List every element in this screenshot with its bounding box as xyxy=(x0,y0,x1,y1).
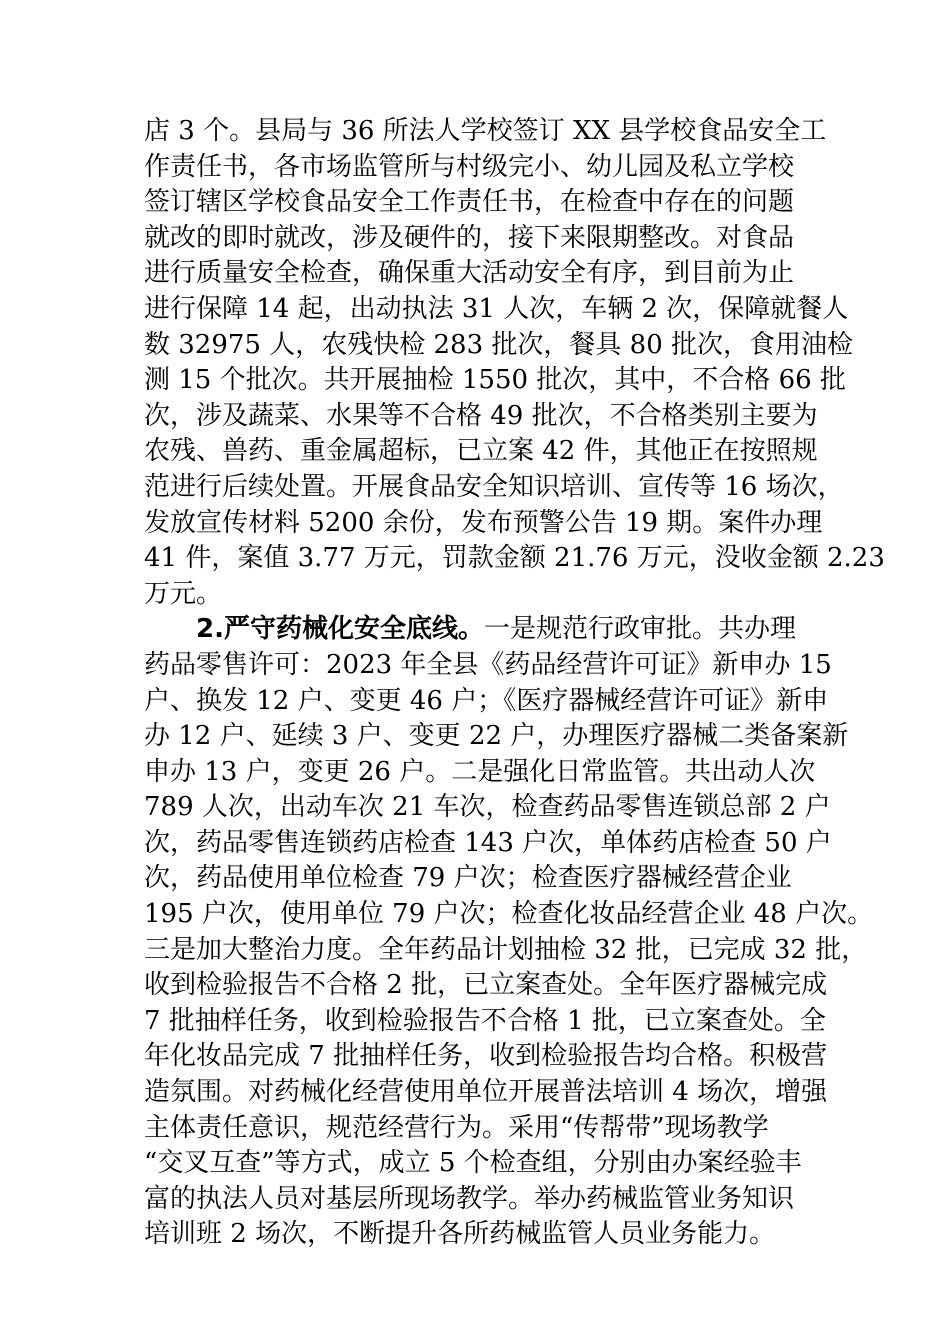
text-line: 主体责任意识，规范经营行为。采用“传帮带”现场教学 xyxy=(144,1112,769,1143)
text-line: 范进行后续处置。开展食品安全知识培训、宣传等 16 场次， xyxy=(144,471,844,502)
section-heading: 2.严守药械化安全底线。 xyxy=(196,614,484,645)
paragraph-first-line xyxy=(144,612,830,648)
text-run: 一是规范行政审批。共办理 xyxy=(483,614,796,645)
text-line: 店 3 个。县局与 36 所法人学校签订 XX 县学校食品安全工 xyxy=(144,116,827,146)
text-line: 户、换发 12 户、变更 46 户；《医疗器械经营许可证》新申 xyxy=(144,685,829,716)
text-line: 次，涉及蔬菜、水果等不合格 49 批次，不合格类别主要为 xyxy=(144,400,818,431)
text-line: 签订辖区学校食品安全工作责任书，在检查中存在的问题 xyxy=(144,187,795,218)
text-line: “交叉互查”等方式，成立 5 个检查组，分别由办案经验丰 xyxy=(144,1148,802,1179)
text-line: 年化妆品完成 7 批抽样任务，收到检验报告均合格。积极营 xyxy=(144,1041,828,1072)
text-line: 富的执法人员对基层所现场教学。举办药械监管业务知识 xyxy=(144,1183,795,1214)
text-line: 进行保障 14 起，出动执法 31 人次，车辆 2 次，保障就餐人 xyxy=(144,293,849,324)
paragraph-food-safety xyxy=(144,114,885,612)
text-line: 申办 13 户，变更 26 户。二是强化日常监管。共出动人次 xyxy=(144,756,816,787)
text-line: 药品零售许可：2023 年全县《药品经营许可证》新申办 15 xyxy=(144,649,832,680)
text-line: 培训班 2 场次，不断提升各所药械监管人员业务能力。 xyxy=(144,1219,776,1250)
text-line: 次，药品零售连锁药店检查 143 户次，单体药店检查 50 户 xyxy=(144,827,832,858)
text-line: 789 人次，出动车次 21 车次，检查药品零售连锁总部 2 户 xyxy=(144,792,831,823)
body-text xyxy=(144,114,885,1253)
text-line: 测 15 个批次。共开展抽检 1550 批次，其中，不合格 66 批 xyxy=(144,365,846,396)
text-line: 数 32975 人，农残快检 283 批次，餐具 80 批次，食用油检 xyxy=(144,329,854,360)
text-line: 办 12 户、延续 3 户、变更 22 户，办理医疗器械二类备案新 xyxy=(144,721,849,752)
text-line: 收到检验报告不合格 2 批，已立案查处。全年医疗器械完成 xyxy=(144,970,828,1001)
text-line: 作责任书，各市场监管所与村级完小、幼儿园及私立学校 xyxy=(144,151,795,182)
text-line: 三是加大整治力度。全年药品计划抽检 32 批，已完成 32 批， xyxy=(144,934,868,965)
text-line: 195 户次，使用单位 79 户次；检查化妆品经营企业 48 户次。 xyxy=(144,899,874,930)
text-line: 41 件，案值 3.77 万元，罚款金额 21.76 万元，没收金额 2.23 xyxy=(144,543,885,574)
text-line: 万元。 xyxy=(144,578,223,609)
text-line: 进行质量安全检查，确保重大活动安全有序，到目前为止 xyxy=(144,258,795,289)
paragraph-drug-device-safety xyxy=(144,612,874,1253)
text-line: 次，药品使用单位检查 79 户次；检查医疗器械经营企业 xyxy=(144,863,792,894)
text-line: 就改的即时就改，涉及硬件的，接下来限期整改。对食品 xyxy=(144,222,795,253)
text-line: 造氛围。对药械化经营使用单位开展普法培训 4 场次，增强 xyxy=(144,1077,828,1108)
text-line: 农残、兽药、重金属超标，已立案 42 件，其他正在按照规 xyxy=(144,436,818,467)
text-line: 发放宣传材料 5200 余份，发布预警公告 19 期。案件办理 xyxy=(144,507,823,538)
text-line: 7 批抽样任务，收到检验报告不合格 1 批，已立案查处。全 xyxy=(144,1005,826,1036)
